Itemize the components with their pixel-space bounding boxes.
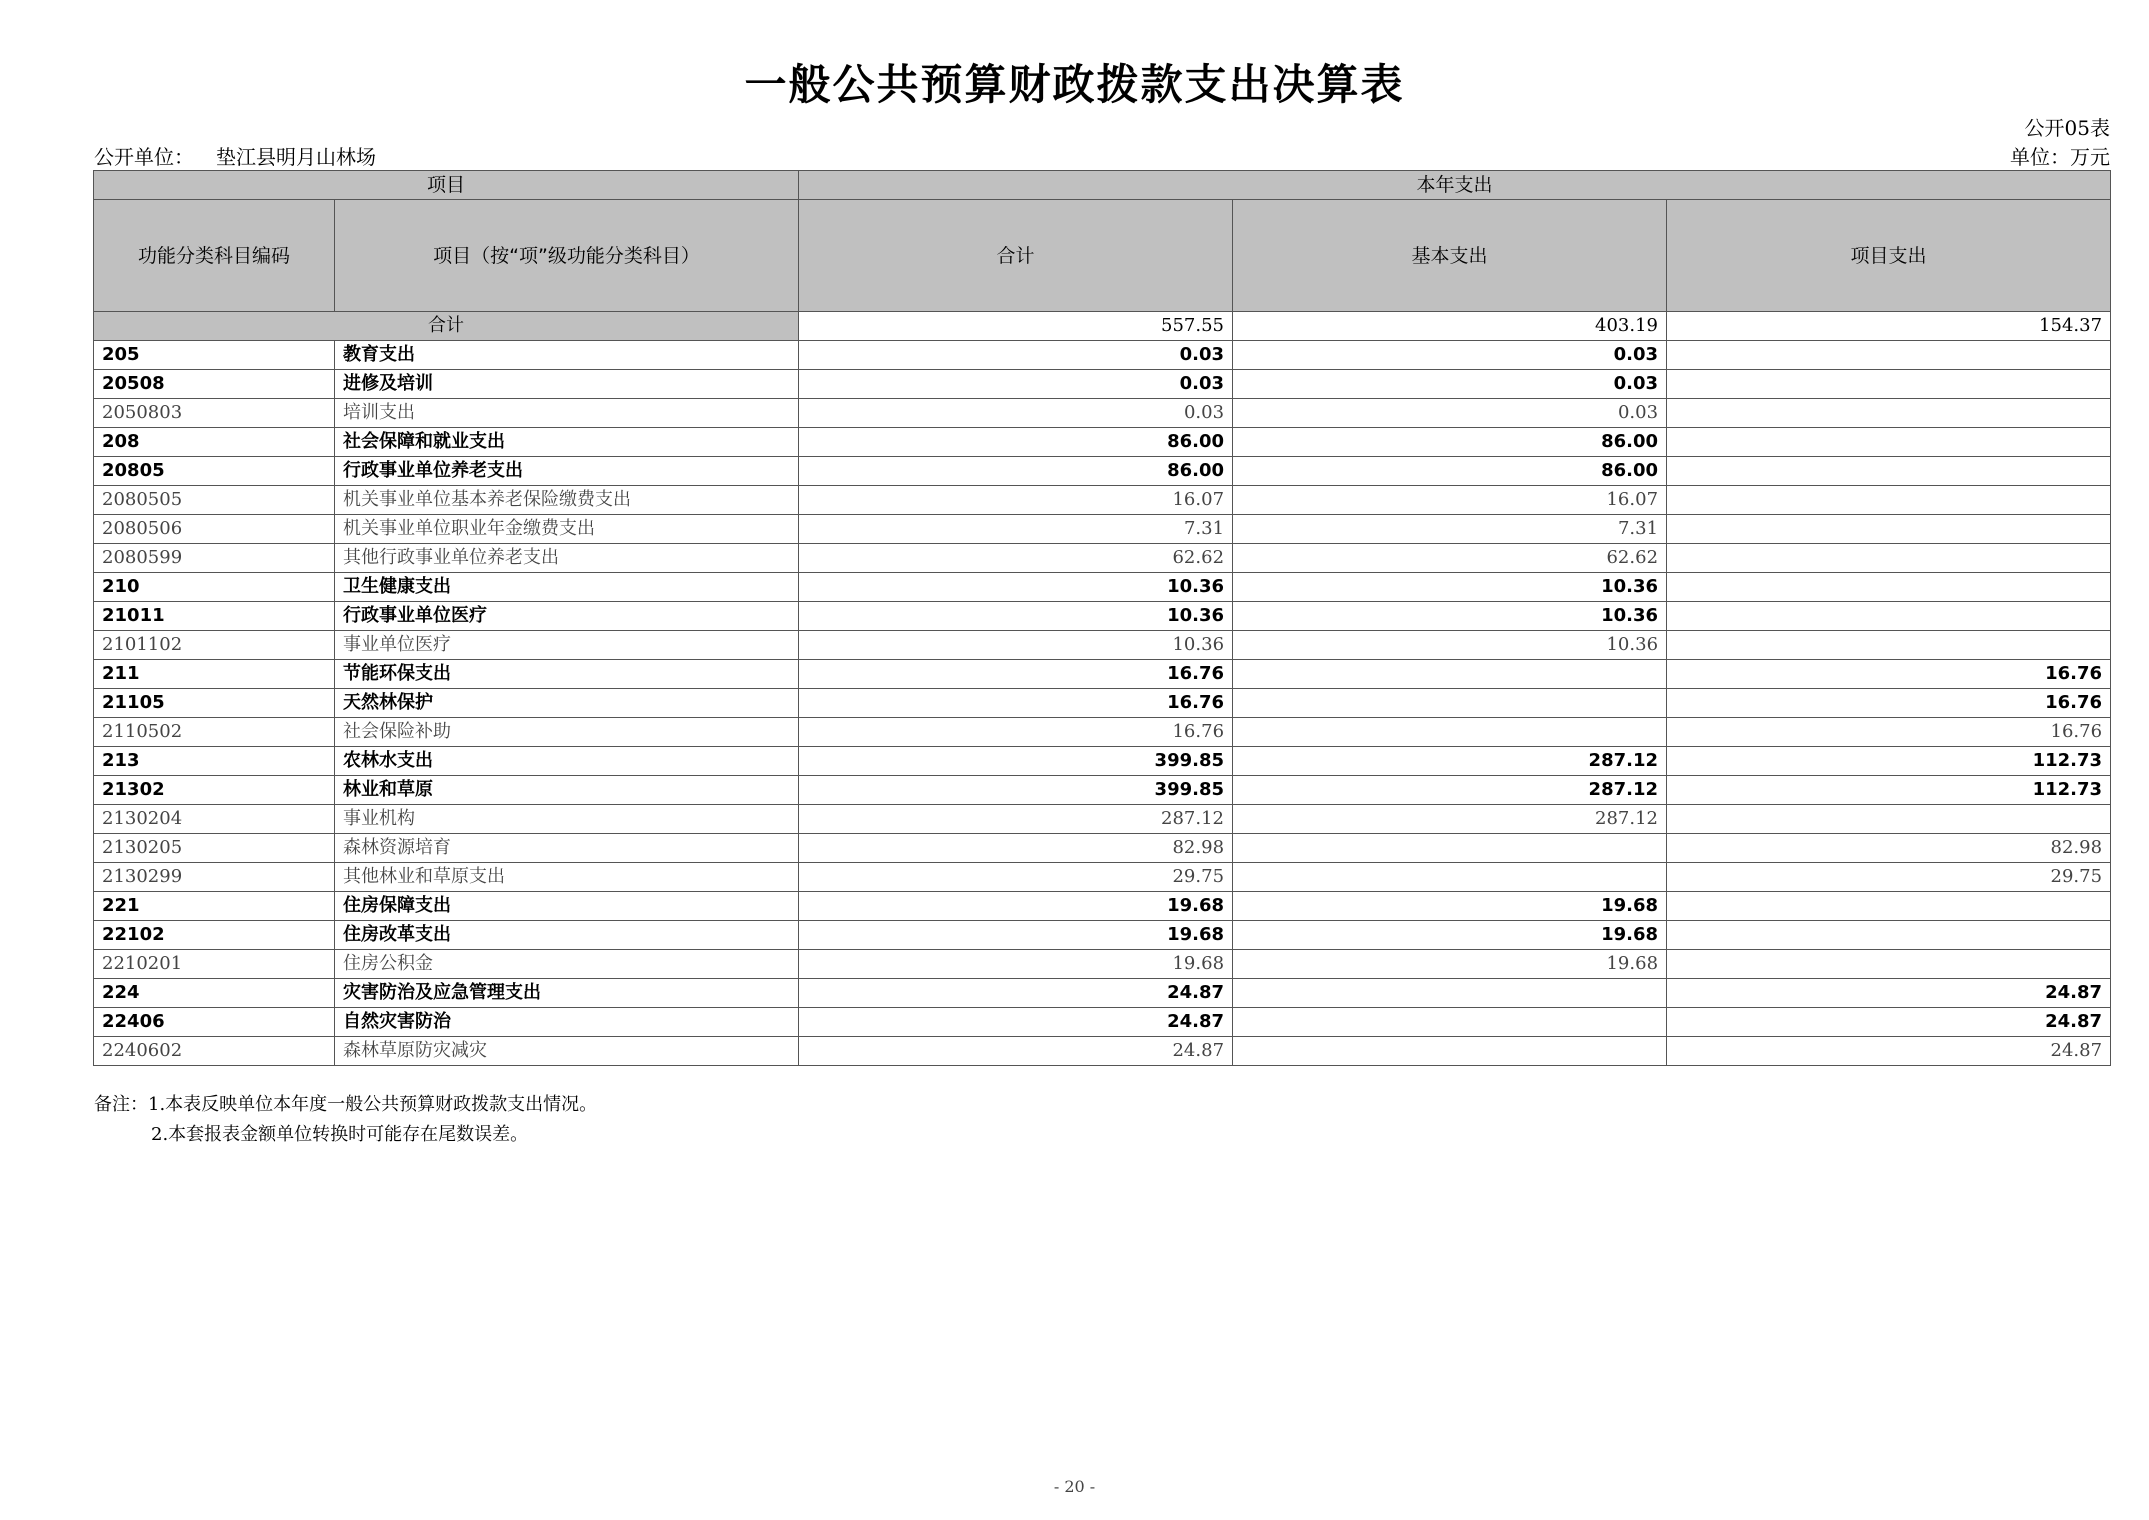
- row-total: 62.62: [799, 544, 1233, 573]
- row-total: 16.76: [799, 660, 1233, 689]
- row-total: 287.12: [799, 805, 1233, 834]
- row-name: 灾害防治及应急管理支出: [335, 979, 799, 1008]
- row-name: 天然林保护: [335, 689, 799, 718]
- row-project: [1667, 515, 2111, 544]
- row-name: 社会保险补助: [335, 718, 799, 747]
- row-code: 2050803: [94, 399, 335, 428]
- row-basic: [1233, 660, 1667, 689]
- table-row: [94, 1037, 2111, 1066]
- row-total: 86.00: [799, 457, 1233, 486]
- row-code: 22102: [94, 921, 335, 950]
- row-total: 399.85: [799, 747, 1233, 776]
- row-basic: 16.07: [1233, 486, 1667, 515]
- table-row: [94, 950, 2111, 979]
- row-project: [1667, 341, 2111, 370]
- table-row: [94, 428, 2111, 457]
- row-name: 卫生健康支出: [335, 573, 799, 602]
- table-row: [94, 892, 2111, 921]
- table-row: [94, 718, 2111, 747]
- row-project: [1667, 573, 2111, 602]
- row-basic: 287.12: [1233, 776, 1667, 805]
- publishing-unit: [94, 141, 398, 170]
- row-code: 20508: [94, 370, 335, 399]
- table-row: [94, 979, 2111, 1008]
- row-code: 21105: [94, 689, 335, 718]
- row-project: [1667, 805, 2111, 834]
- row-name: 住房保障支出: [335, 892, 799, 921]
- row-total: 19.68: [799, 921, 1233, 950]
- row-name: 行政事业单位医疗: [335, 602, 799, 631]
- row-total: 16.07: [799, 486, 1233, 515]
- row-code: 2210201: [94, 950, 335, 979]
- row-total: 10.36: [799, 631, 1233, 660]
- header-current-year-group: 本年支出: [799, 171, 2111, 200]
- row-basic: [1233, 979, 1667, 1008]
- row-code: 22406: [94, 1008, 335, 1037]
- row-name: 机关事业单位基本养老保险缴费支出: [335, 486, 799, 515]
- row-total: 16.76: [799, 718, 1233, 747]
- row-project: 24.87: [1667, 1008, 2111, 1037]
- row-code: 208: [94, 428, 335, 457]
- form-number: 公开05表: [2024, 116, 2110, 140]
- row-basic: 62.62: [1233, 544, 1667, 573]
- row-name: 住房公积金: [335, 950, 799, 979]
- row-code: 2240602: [94, 1037, 335, 1066]
- currency-unit: 单位：万元: [2010, 145, 2110, 169]
- row-name: 森林草原防灾减灾: [335, 1037, 799, 1066]
- row-name: 培训支出: [335, 399, 799, 428]
- table-row: [94, 341, 2111, 370]
- row-total: 24.87: [799, 1008, 1233, 1037]
- row-code: 224: [94, 979, 335, 1008]
- table-body: [94, 171, 2111, 1066]
- row-code: 210: [94, 573, 335, 602]
- table-row: [94, 863, 2111, 892]
- total-label: 合计: [94, 312, 799, 341]
- row-project: 112.73: [1667, 747, 2111, 776]
- row-total: 19.68: [799, 950, 1233, 979]
- header-project: 项目支出: [1667, 200, 2111, 312]
- row-code: 2101102: [94, 631, 335, 660]
- row-project: [1667, 486, 2111, 515]
- header-row-group: [94, 171, 2111, 200]
- row-name: 住房改革支出: [335, 921, 799, 950]
- row-name: 农林水支出: [335, 747, 799, 776]
- row-project: 24.87: [1667, 1037, 2111, 1066]
- note-1: 备注：1.本表反映单位本年度一般公共预算财政拨款支出情况。: [94, 1094, 598, 1115]
- row-basic: 287.12: [1233, 747, 1667, 776]
- table-row: [94, 370, 2111, 399]
- row-basic: [1233, 1008, 1667, 1037]
- row-project: [1667, 631, 2111, 660]
- row-code: 205: [94, 341, 335, 370]
- row-project: [1667, 602, 2111, 631]
- table-row: [94, 776, 2111, 805]
- row-name: 教育支出: [335, 341, 799, 370]
- expenditure-table: [93, 170, 2111, 1066]
- row-total: 29.75: [799, 863, 1233, 892]
- row-total: 16.76: [799, 689, 1233, 718]
- row-basic: [1233, 718, 1667, 747]
- row-total: 82.98: [799, 834, 1233, 863]
- unit-line: [94, 141, 2110, 167]
- row-project: [1667, 370, 2111, 399]
- header-basic: 基本支出: [1233, 200, 1667, 312]
- row-code: 2130204: [94, 805, 335, 834]
- row-project: 112.73: [1667, 776, 2111, 805]
- header-project-group: 项目: [94, 171, 799, 200]
- row-project: 82.98: [1667, 834, 2111, 863]
- table-row: [94, 544, 2111, 573]
- note-2: 2.本套报表金额单位转换时可能存在尾数误差。: [151, 1124, 529, 1145]
- row-basic: 0.03: [1233, 370, 1667, 399]
- row-code: 21011: [94, 602, 335, 631]
- row-basic: [1233, 689, 1667, 718]
- row-name: 自然灾害防治: [335, 1008, 799, 1037]
- header-name: 项目（按“项”级功能分类科目）: [335, 200, 799, 312]
- row-basic: 19.68: [1233, 950, 1667, 979]
- table-row: [94, 689, 2111, 718]
- row-project: [1667, 950, 2111, 979]
- row-basic: [1233, 863, 1667, 892]
- row-basic: [1233, 834, 1667, 863]
- table-row: [94, 399, 2111, 428]
- row-project: 24.87: [1667, 979, 2111, 1008]
- row-name: 事业单位医疗: [335, 631, 799, 660]
- header-total: 合计: [799, 200, 1233, 312]
- row-basic: 86.00: [1233, 457, 1667, 486]
- row-code: 20805: [94, 457, 335, 486]
- table-row: [94, 660, 2111, 689]
- row-project: 16.76: [1667, 660, 2111, 689]
- row-code: 21302: [94, 776, 335, 805]
- row-code: 213: [94, 747, 335, 776]
- row-basic: 19.68: [1233, 921, 1667, 950]
- total-basic: 403.19: [1233, 312, 1667, 341]
- row-code: 211: [94, 660, 335, 689]
- row-name: 进修及培训: [335, 370, 799, 399]
- row-code: 2130299: [94, 863, 335, 892]
- row-basic: 0.03: [1233, 341, 1667, 370]
- row-basic: 19.68: [1233, 892, 1667, 921]
- total-project: 154.37: [1667, 312, 2111, 341]
- row-basic: 10.36: [1233, 573, 1667, 602]
- row-name: 机关事业单位职业年金缴费支出: [335, 515, 799, 544]
- row-name: 节能环保支出: [335, 660, 799, 689]
- table-row: [94, 486, 2111, 515]
- row-project: 16.76: [1667, 689, 2111, 718]
- table-row: [94, 602, 2111, 631]
- table-row: [94, 631, 2111, 660]
- row-basic: 10.36: [1233, 602, 1667, 631]
- row-total: 10.36: [799, 573, 1233, 602]
- row-code: 2080599: [94, 544, 335, 573]
- row-project: [1667, 457, 2111, 486]
- row-basic: 7.31: [1233, 515, 1667, 544]
- row-basic: 0.03: [1233, 399, 1667, 428]
- row-code: 2110502: [94, 718, 335, 747]
- row-code: 221: [94, 892, 335, 921]
- row-project: [1667, 892, 2111, 921]
- row-project: 16.76: [1667, 718, 2111, 747]
- row-basic: 287.12: [1233, 805, 1667, 834]
- row-code: 2130205: [94, 834, 335, 863]
- header-row-columns: [94, 200, 2111, 312]
- row-name: 其他林业和草原支出: [335, 863, 799, 892]
- table-row: [94, 805, 2111, 834]
- row-name: 森林资源培育: [335, 834, 799, 863]
- row-total: 10.36: [799, 602, 1233, 631]
- row-code: 2080506: [94, 515, 335, 544]
- row-project: [1667, 428, 2111, 457]
- row-basic: 10.36: [1233, 631, 1667, 660]
- page-title: 一般公共预算财政拨款支出决算表: [744, 60, 1405, 109]
- total-sum: 557.55: [799, 312, 1233, 341]
- unit-label: 公开单位：: [94, 145, 194, 169]
- row-basic: [1233, 1037, 1667, 1066]
- table-row: [94, 921, 2111, 950]
- notes: [94, 1090, 597, 1150]
- header-code: 功能分类科目编码: [94, 200, 335, 312]
- row-project: [1667, 544, 2111, 573]
- table-row: [94, 747, 2111, 776]
- total-row: [94, 312, 2111, 341]
- row-name: 行政事业单位养老支出: [335, 457, 799, 486]
- row-name: 其他行政事业单位养老支出: [335, 544, 799, 573]
- row-total: 0.03: [799, 399, 1233, 428]
- row-total: 7.31: [799, 515, 1233, 544]
- table-row: [94, 834, 2111, 863]
- row-project: [1667, 399, 2111, 428]
- row-total: 24.87: [799, 979, 1233, 1008]
- row-project: [1667, 921, 2111, 950]
- row-project: 29.75: [1667, 863, 2111, 892]
- table-row: [94, 457, 2111, 486]
- row-total: 0.03: [799, 370, 1233, 399]
- row-total: 24.87: [799, 1037, 1233, 1066]
- unit-name: 垫江县明月山林场: [216, 145, 376, 169]
- row-total: 19.68: [799, 892, 1233, 921]
- row-total: 86.00: [799, 428, 1233, 457]
- row-name: 事业机构: [335, 805, 799, 834]
- row-code: 2080505: [94, 486, 335, 515]
- table-row: [94, 515, 2111, 544]
- row-total: 399.85: [799, 776, 1233, 805]
- row-name: 林业和草原: [335, 776, 799, 805]
- row-basic: 86.00: [1233, 428, 1667, 457]
- row-total: 0.03: [799, 341, 1233, 370]
- table-row: [94, 1008, 2111, 1037]
- row-name: 社会保障和就业支出: [335, 428, 799, 457]
- page-number: - 20 -: [1053, 1477, 1096, 1496]
- table-row: [94, 573, 2111, 602]
